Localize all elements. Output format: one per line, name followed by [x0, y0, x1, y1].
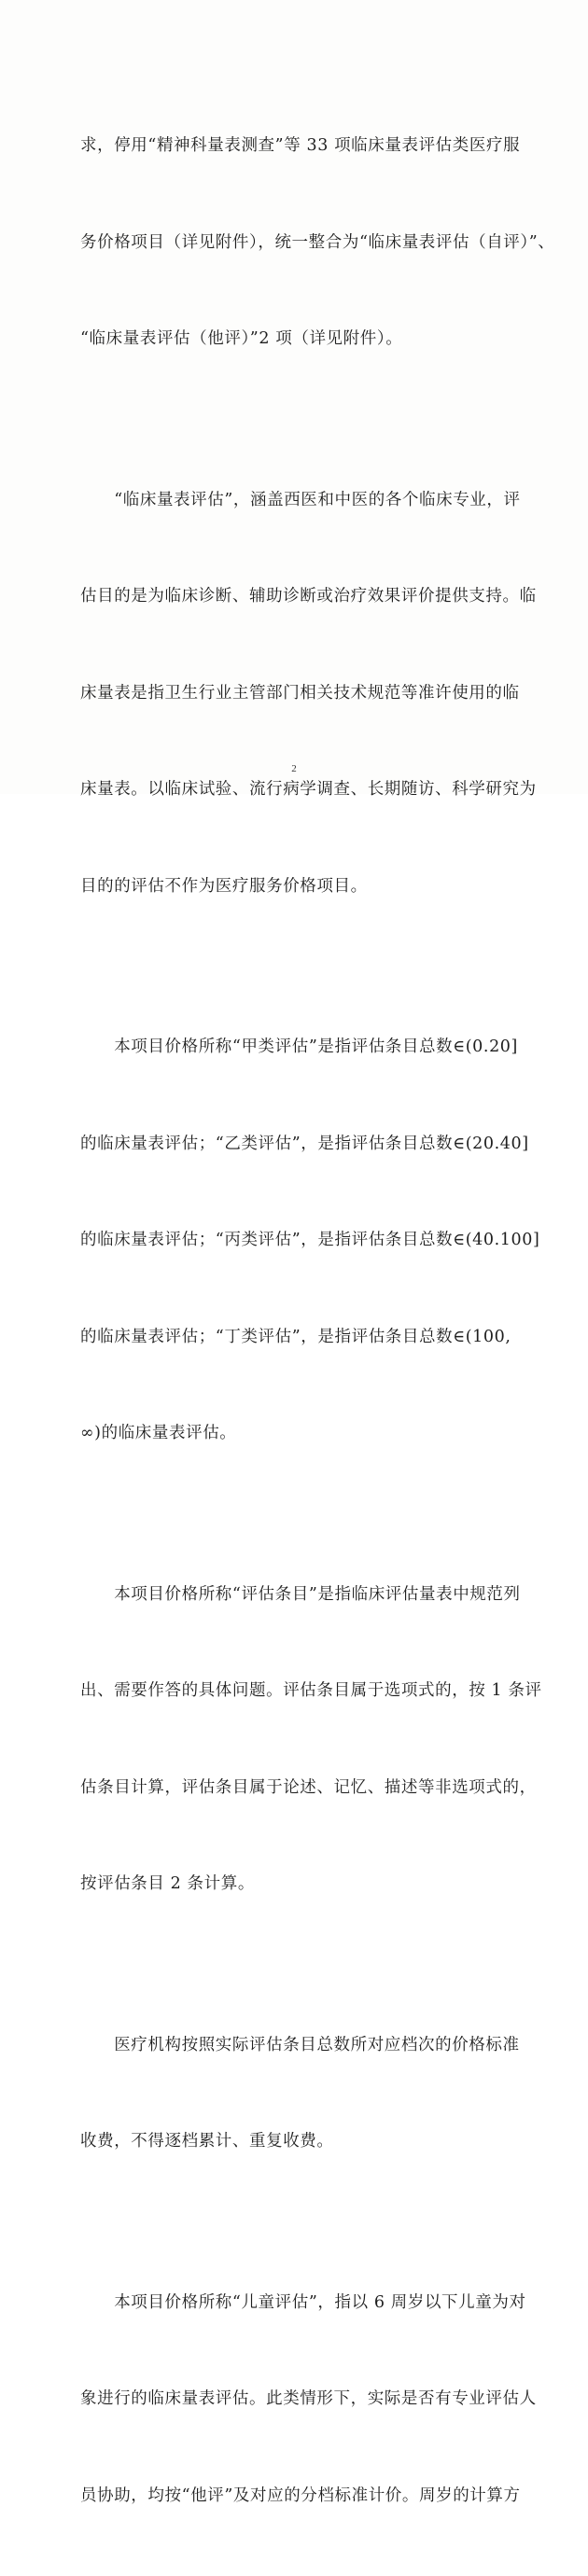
- text-line: 的临床量表评估；“乙类评估”，是指评估条目总数∈(20.40]: [80, 1128, 508, 1161]
- text-line: 本项目价格所称“儿童评估”，指以 6 周岁以下儿童为对: [80, 2287, 508, 2319]
- text-line: 医疗机构按照实际评估条目总数所对应档次的价格标准: [80, 2029, 508, 2062]
- text-line: 目的的评估不作为医疗服务价格项目。: [80, 870, 508, 903]
- paragraph-items: [80, 1514, 508, 1965]
- paragraph-children: [80, 2222, 508, 2576]
- paragraph-continuation: [80, 65, 508, 420]
- document-body: [80, 65, 508, 2576]
- text-line: 务价格项目（详见附件），统一整合为“临床量表评估（自评）”、: [80, 227, 508, 259]
- paragraph-charging: [80, 1965, 508, 2222]
- text-line: 本项目价格所称“评估条目”是指临床评估量表中规范列: [80, 1579, 508, 1611]
- text-line: 床量表是指卫生行业主管部门相关技术规范等准许使用的临: [80, 677, 508, 710]
- paragraph-scope: [80, 420, 508, 968]
- text-line: 员协助，均按“他评”及对应的分档标准计价。周岁的计算方: [80, 2480, 508, 2513]
- page-number: 2: [0, 763, 588, 774]
- text-line: 求，停用“精神科量表测查”等 33 项临床量表评估类医疗服: [80, 130, 508, 162]
- paragraph-categories: [80, 967, 508, 1514]
- text-line: 出、需要作答的具体问题。评估条目属于选项式的，按 1 条评: [80, 1675, 508, 1707]
- text-line: 床量表。以临床试验、流行病学调查、长期随访、科学研究为: [80, 773, 508, 806]
- text-line: “临床量表评估”，涵盖西医和中医的各个临床专业，评: [80, 484, 508, 517]
- text-line: 的临床量表评估；“丙类评估”，是指评估条目总数∈(40.100]: [80, 1224, 508, 1257]
- text-line: 估条目计算，评估条目属于论述、记忆、描述等非选项式的，: [80, 1772, 508, 1804]
- text-line: 收费，不得逐档累计、重复收费。: [80, 2125, 508, 2158]
- text-line: 象进行的临床量表评估。此类情形下，实际是否有专业评估人: [80, 2383, 508, 2416]
- text-line: ∞)的临床量表评估。: [80, 1417, 508, 1450]
- text-line: 按评估条目 2 条计算。: [80, 1868, 508, 1901]
- document-page: [0, 0, 588, 794]
- text-line: 估目的是为临床诊断、辅助诊断或治疗效果评价提供支持。临: [80, 580, 508, 613]
- text-line: 本项目价格所称“甲类评估”是指评估条目总数∈(0.20]: [80, 1031, 508, 1064]
- text-line: “临床量表评估（他评）”2 项（详见附件）。: [80, 323, 508, 355]
- text-line: 的临床量表评估；“丁类评估”，是指评估条目总数∈(100,: [80, 1321, 508, 1354]
